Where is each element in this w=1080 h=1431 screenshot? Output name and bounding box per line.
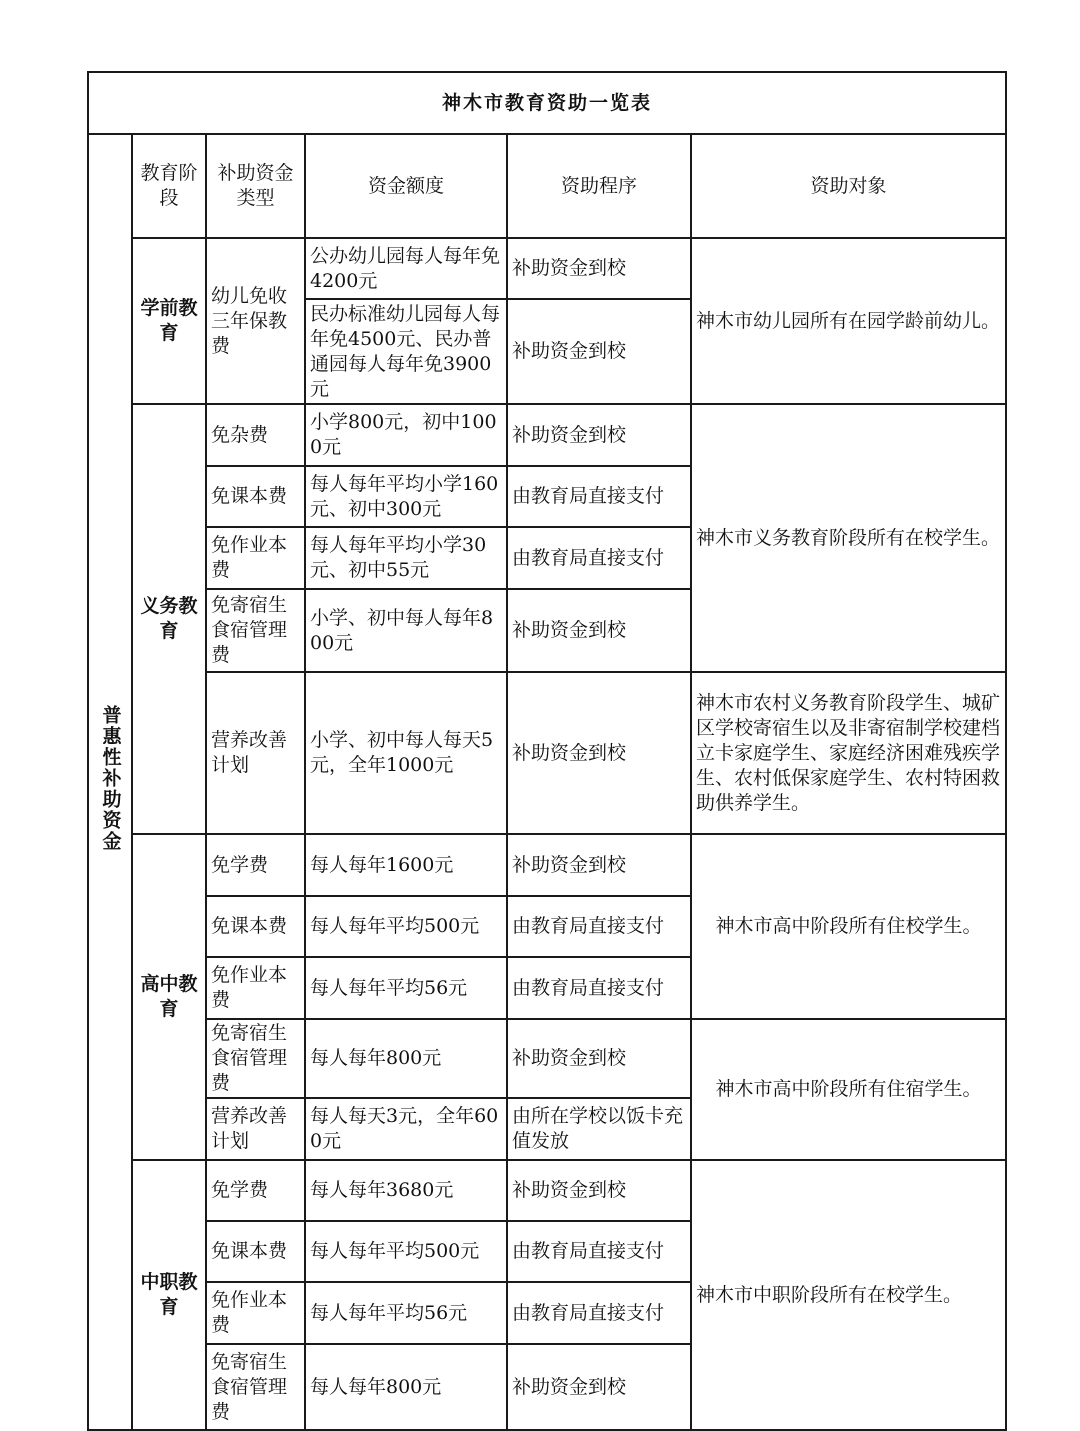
procedure-cell: 补助资金到校	[507, 299, 691, 404]
type-cell: 免学费	[206, 1160, 305, 1221]
stage-highschool: 高中教育	[132, 834, 206, 1160]
amount-cell: 每人每年800元	[305, 1019, 507, 1098]
education-aid-table	[87, 71, 1007, 1431]
amount-cell: 每人每年800元	[305, 1344, 507, 1430]
target-cell: 神木市中职阶段所有在校学生。	[691, 1160, 1006, 1430]
stage-preschool: 学前教育	[132, 238, 206, 404]
table-row	[88, 834, 1006, 896]
category-label: 普惠性补助资金	[99, 705, 122, 852]
amount-cell: 小学、初中每人每年800元	[305, 589, 507, 672]
title-row	[88, 72, 1006, 134]
procedure-cell: 补助资金到校	[507, 1160, 691, 1221]
table-row	[88, 404, 1006, 466]
procedure-cell: 由教育局直接支付	[507, 1282, 691, 1344]
header-target: 资助对象	[691, 134, 1006, 238]
procedure-cell: 补助资金到校	[507, 672, 691, 834]
type-cell: 免课本费	[206, 896, 305, 957]
table-row	[88, 672, 1006, 834]
procedure-cell: 补助资金到校	[507, 834, 691, 896]
procedure-cell: 由所在学校以饭卡充值发放	[507, 1098, 691, 1160]
amount-cell: 每人每年平均小学160元、初中300元	[305, 466, 507, 527]
header-amount: 资金额度	[305, 134, 507, 238]
procedure-cell: 由教育局直接支付	[507, 896, 691, 957]
header-row	[88, 134, 1006, 238]
amount-cell: 每人每年平均500元	[305, 896, 507, 957]
type-cell: 免作业本费	[206, 527, 305, 589]
procedure-cell: 由教育局直接支付	[507, 957, 691, 1019]
target-cell: 神木市幼儿园所有在园学龄前幼儿。	[691, 238, 1006, 404]
type-cell: 免寄宿生食宿管理费	[206, 589, 305, 672]
target-cell: 神木市高中阶段所有住校学生。	[691, 834, 1006, 1019]
amount-cell: 每人每年平均56元	[305, 1282, 507, 1344]
procedure-cell: 由教育局直接支付	[507, 466, 691, 527]
target-cell: 神木市义务教育阶段所有在校学生。	[691, 404, 1006, 672]
stage-vocational: 中职教育	[132, 1160, 206, 1430]
type-cell: 营养改善计划	[206, 1098, 305, 1160]
type-cell: 免寄宿生食宿管理费	[206, 1344, 305, 1430]
amount-cell: 公办幼儿园每人每年免4200元	[305, 238, 507, 299]
header-procedure: 资助程序	[507, 134, 691, 238]
procedure-cell: 补助资金到校	[507, 404, 691, 466]
category-cell	[88, 134, 132, 1430]
procedure-cell: 补助资金到校	[507, 238, 691, 299]
table-title: 神木市教育资助一览表	[88, 72, 1006, 134]
type-cell: 免作业本费	[206, 957, 305, 1019]
amount-cell: 每人每年1600元	[305, 834, 507, 896]
procedure-cell: 补助资金到校	[507, 1344, 691, 1430]
type-cell: 免课本费	[206, 466, 305, 527]
type-cell: 免课本费	[206, 1221, 305, 1282]
type-cell: 免作业本费	[206, 1282, 305, 1344]
target-cell: 神木市高中阶段所有住宿学生。	[691, 1019, 1006, 1160]
procedure-cell: 由教育局直接支付	[507, 1221, 691, 1282]
table-row	[88, 1160, 1006, 1221]
procedure-cell: 由教育局直接支付	[507, 527, 691, 589]
type-cell: 免学费	[206, 834, 305, 896]
table-row	[88, 238, 1006, 299]
table-row	[88, 1019, 1006, 1098]
type-cell: 幼儿免收三年保教费	[206, 238, 305, 404]
type-cell: 营养改善计划	[206, 672, 305, 834]
stage-compulsory: 义务教育	[132, 404, 206, 834]
header-type: 补助资金类型	[206, 134, 305, 238]
type-cell: 免寄宿生食宿管理费	[206, 1019, 305, 1098]
procedure-cell: 补助资金到校	[507, 1019, 691, 1098]
amount-cell: 每人每年3680元	[305, 1160, 507, 1221]
amount-cell: 每人每年平均小学30元、初中55元	[305, 527, 507, 589]
amount-cell: 小学800元，初中1000元	[305, 404, 507, 466]
amount-cell: 每人每年平均500元	[305, 1221, 507, 1282]
amount-cell: 民办标准幼儿园每人每年免4500元、民办普通园每人每年免3900元	[305, 299, 507, 404]
target-cell: 神木市农村义务教育阶段学生、城矿区学校寄宿生以及非寄宿制学校建档立卡家庭学生、家庭经济困难残疾学生、农村低保家庭学生、农村特困救助供养学生。	[691, 672, 1006, 834]
type-cell: 免杂费	[206, 404, 305, 466]
procedure-cell: 补助资金到校	[507, 589, 691, 672]
amount-cell: 每人每天3元，全年600元	[305, 1098, 507, 1160]
header-stage: 教育阶段	[132, 134, 206, 238]
amount-cell: 每人每年平均56元	[305, 957, 507, 1019]
amount-cell: 小学、初中每人每天5元，全年1000元	[305, 672, 507, 834]
